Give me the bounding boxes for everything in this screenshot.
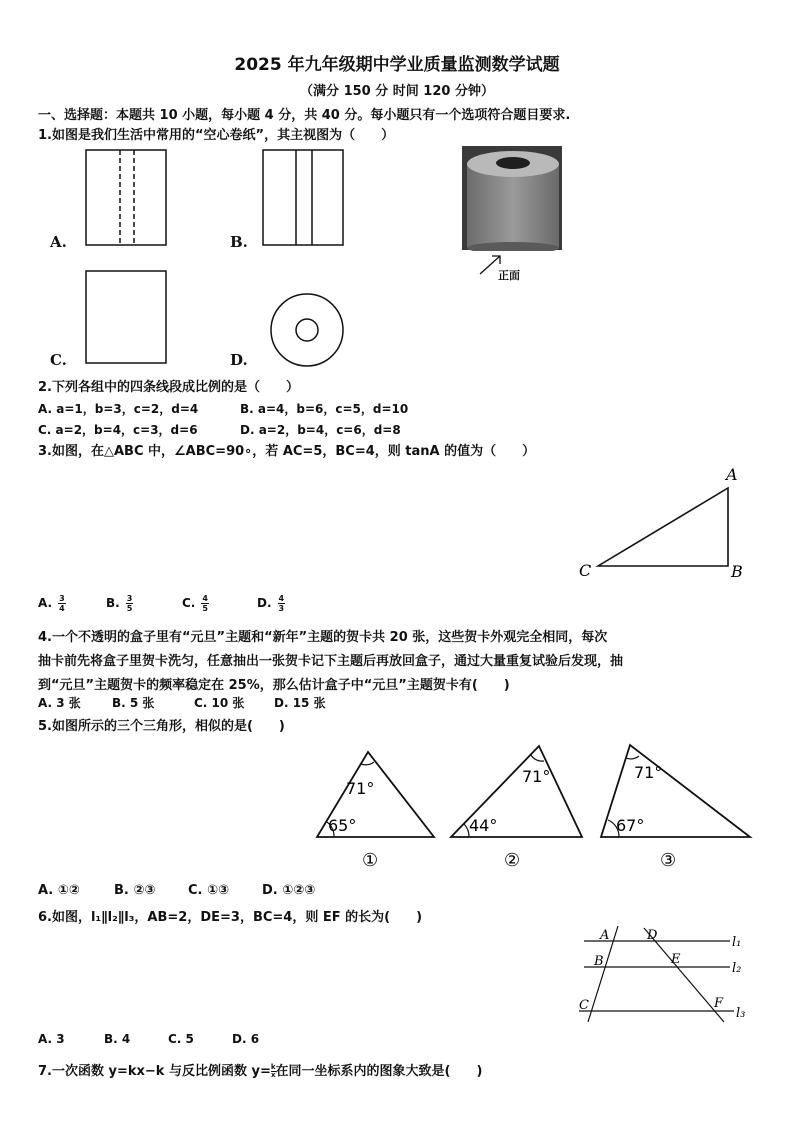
q3-vertex-a: A	[726, 465, 738, 484]
q3-option-a: A. $\frac{3}{4}$	[38, 594, 65, 613]
svg-text:71°: 71°	[346, 779, 375, 798]
q2-option-a: A. a=1，b=3，c=2，d=4	[38, 402, 199, 416]
svg-text:44°: 44°	[469, 816, 498, 835]
question-6-stem: 6.如图，l₁∥l₂∥l₃，AB=2，DE=3，BC=4，则 EF 的长为( )	[38, 910, 423, 925]
q5-option-b: B. ②③	[114, 883, 156, 898]
svg-text:C: C	[579, 998, 589, 1013]
q6-option-c: C. 5	[168, 1032, 194, 1046]
q1-option-c-label: C.	[50, 351, 67, 369]
q2-option-d: D. a=2，b=4，c=6，d=8	[240, 423, 401, 437]
question-4-stem: 4.一个不透明的盒子里有“元旦”主题和“新年”主题的贺卡共 20 张，这些贺卡外观完全相同，每次 抽卡前先将盒子里贺卡洗匀，任意抽出一张贺卡记下主题后再放回盒子，通过大量重复试验后发现，抽 到“元旦”主题贺卡的频率稳定在 25%，那么估计盒子中“元旦”主题贺卡有( )	[38, 630, 624, 693]
svg-text:65°: 65°	[328, 816, 357, 835]
svg-text:71°: 71°	[634, 763, 663, 782]
q3-right-triangle	[576, 460, 766, 585]
q6-option-b: B. 4	[104, 1032, 131, 1046]
q3-option-d: D. $\frac{4}{3}$	[257, 594, 285, 613]
q3-option-c: C. $\frac{4}{5}$	[182, 594, 208, 613]
q6-parallel-lines-figure	[574, 922, 759, 1027]
svg-text:l₁: l₁	[732, 935, 742, 950]
svg-text:①: ①	[362, 850, 379, 871]
svg-text:67°: 67°	[616, 816, 645, 835]
svg-text:③: ③	[660, 850, 677, 871]
q5-option-c: C. ①③	[188, 883, 230, 898]
q3-vertex-c: C	[579, 561, 592, 580]
question-1-stem: 1.如图是我们生活中常用的“空心卷纸”，其主视图为（ ）	[38, 128, 395, 143]
q4-option-a: A. 3 张	[38, 696, 81, 710]
q1-option-a-label: A.	[50, 233, 67, 251]
q1-option-b-label: B.	[230, 233, 248, 251]
svg-text:71°: 71°	[522, 767, 551, 786]
q5-option-a: A. ①②	[38, 883, 80, 898]
svg-text:②: ②	[504, 850, 521, 871]
toilet-roll-photo	[462, 146, 564, 251]
exam-title: 2025 年九年级期中学业质量监测数学试题	[234, 55, 560, 75]
q2-option-b: B. a=4，b=6，c=5，d=10	[240, 402, 409, 416]
svg-text:l₂: l₂	[732, 961, 742, 976]
q1-option-b-figure	[230, 145, 350, 255]
q3-vertex-b: B	[731, 562, 743, 581]
q6-option-a: A. 3	[38, 1032, 65, 1046]
q1-option-d-label: D.	[230, 351, 248, 369]
q5-triangle-1	[312, 742, 442, 872]
q2-option-c: C. a=2，b=4，c=3，d=6	[38, 423, 198, 437]
q6-option-d: D. 6	[232, 1032, 260, 1046]
question-2-stem: 2.下列各组中的四条线段成比例的是（ ）	[38, 380, 299, 395]
section-heading: 一、选择题：本题共 10 小题，每小题 4 分，共 40 分。每小题只有一个选项符合题目要求.	[38, 108, 571, 123]
q4-option-b: B. 5 张	[112, 696, 155, 710]
q3-option-b: B. $\frac{3}{5}$	[106, 594, 133, 613]
svg-text:E: E	[671, 952, 681, 967]
photo-caption: 正面	[498, 269, 520, 282]
q5-option-d: D. ①②③	[262, 883, 316, 898]
exam-subtitle: （满分 150 分 时间 120 分钟）	[300, 84, 494, 99]
svg-text:B: B	[594, 954, 604, 969]
q1-option-d-figure	[250, 288, 370, 368]
q4-option-c: C. 10 张	[194, 696, 245, 710]
q4-option-d: D. 15 张	[274, 696, 326, 710]
question-5-stem: 5.如图所示的三个三角形，相似的是( )	[38, 719, 285, 734]
question-3-stem: 3.如图，在△ABC 中，∠ABC=90∘，若 AC=5，BC=4，则 tanA 的值为（ ）	[38, 444, 536, 459]
question-7-stem: 7.一次函数 y=kx−k 与反比例函数 y= $\frac{k}{x}$ 在同一坐标系内的图象大致是( )	[38, 1063, 483, 1079]
svg-text:D: D	[647, 928, 658, 943]
svg-text:F: F	[714, 996, 724, 1011]
q5-triangle-3	[596, 740, 756, 872]
q5-triangle-2	[446, 742, 591, 872]
svg-text:l₃: l₃	[736, 1006, 746, 1021]
svg-text:A: A	[600, 928, 610, 943]
